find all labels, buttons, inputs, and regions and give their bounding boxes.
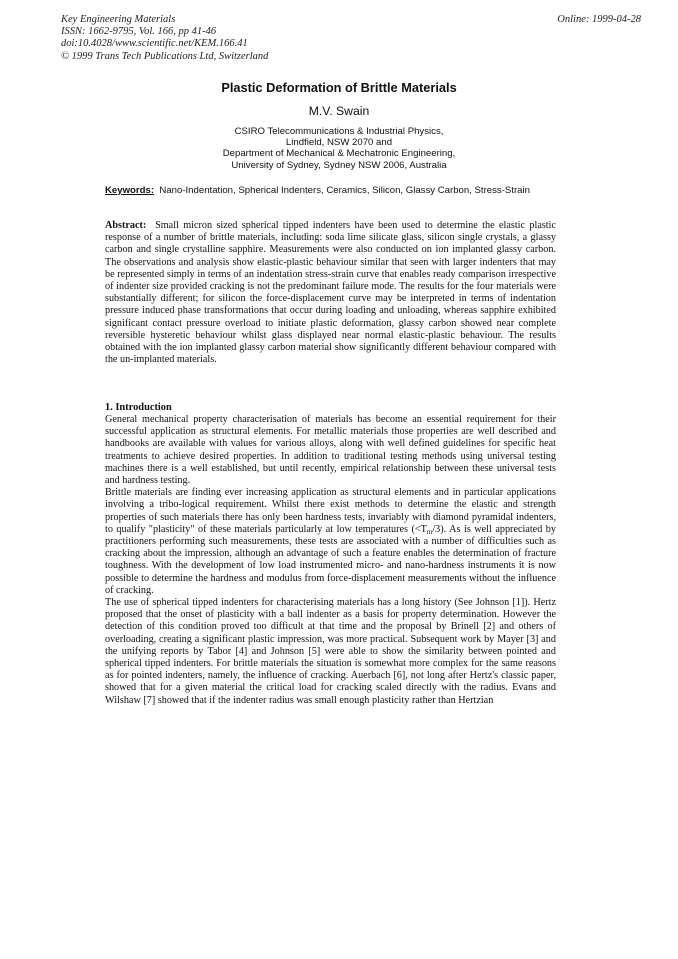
issn-line: ISSN: 1662-9795, Vol. 166, pp 41-46: [61, 26, 217, 38]
paper-title: Plastic Deformation of Brittle Materials: [221, 80, 457, 95]
section-heading-introduction: 1. Introduction: [105, 402, 172, 413]
affiliation-line: University of Sydney, Sydney NSW 2006, Australia: [231, 159, 447, 171]
abstract: [105, 220, 556, 366]
keywords-text: Nano-Indentation, Spherical Indenters, Ceramics, Silicon, Glassy Carbon, Stress-Strain: [159, 185, 530, 196]
affiliation: [0, 126, 678, 171]
keywords-label: Keywords:: [105, 185, 155, 196]
journal-name: Key Engineering Materials: [61, 14, 176, 25]
keywords: [105, 185, 555, 196]
online-date: Online: 1999-04-28: [557, 14, 641, 25]
introduction-body: [105, 414, 556, 707]
abstract-label: Abstract:: [105, 220, 147, 231]
copyright-line: © 1999 Trans Tech Publications Ltd, Switzerland: [61, 50, 269, 62]
paragraph: General mechanical property characterisation of materials has become an essential requirement for their successful application as structural elements. For metallic materials those properties are well described and handbooks are available with values for various alloys, along with well defined guidelines for specific heat treatments to achieve desired properties. In addition to traditional testing methods using universal testing machines there is a well established, but until recently, empirical relationship between these universal tests and hardness testing.: [105, 414, 556, 487]
affiliation-line: Lindfield, NSW 2070 and: [285, 137, 393, 149]
author-name: M.V. Swain: [308, 104, 370, 118]
journal-header: [61, 14, 268, 63]
abstract-text: Small micron sized spherical tipped indenters have been used to determine the elastic plastic response of a number of brittle materials, including: soda lime silicate glass, silicon single crystals, a glassy carbon and single crystalline sapphire. Measurements were also conducted on ion implanted glassy carbon. The observations and analysis show elastic-plastic behaviour similar that seen with larger indenters that may be represented simply in terms of an indentation stress-strain curve that enables ready comparison irrespective of indenter size provided cracking is not the predominant failure mode. The results for the four materials were substantially different; for silicon the force-displacement curve may be interpreted in terms of indentation pressure induced phase transformations that occur during loading and unloading, whereas sapphire exhibited significant contact pressure overload to initiate plastic deformation, glassy carbon showed near complete reversible hysteretic behaviour whilst glass displayed near normal elastic-plastic behaviour. The results obtained with the ion implanted glassy carbon material show significantly different behaviour compared with the un-implanted materials.: [105, 220, 556, 366]
paragraph: The use of spherical tipped indenters for characterising materials has a long history (See Johnson [1]). Hertz proposed that the onset of plasticity with a ball indenter as a basis for property determination. However the detection of this condition proved too difficult at that time and the proposal by Brinell [2] and others of overloading, creating a significant plastic impression, was more practical. Subsequent work by Mayer [3] and the unifying reports by Tabor [4] and Johnson [5] were able to show the similarity between pointed and spherical tipped indenters. For brittle materials the situation is somewhat more complex for the same reasons as for pointed indenters, namely, the influence of cracking. Auerbach [6], not long after Hertz's classic paper, showed that for a given material the critical load for cracking scaled directly with the radius. Evans and Wilshaw [7] showed that if the indenter radius was small enough plasticity rather than Hertzian: [105, 597, 556, 706]
doi-link[interactable]: doi:10.4028/www.scientific.net/KEM.166.41: [61, 38, 248, 50]
affiliation-line: CSIRO Telecommunications & Industrial Physics,: [234, 126, 444, 137]
affiliation-line: Department of Mechanical & Mechatronic Engineering,: [222, 148, 456, 160]
paragraph: Brittle materials are finding ever increasing application as structural elements and in particular applications involving a tribo-logical requirement. Whilst there exist methods to determine the elastic and strength properties of such materials there has only been hardness tests, invariably with diamond pyramidal indenters, to qualify "plasticity" of these materials particularly at low temperatures $(<T_m/3)$. As is well appreciated by practitioners performing such measurements, these tests are associated with a number of difficulties such as cracking about the impression, although an advantage of such a feature enables the determination of fracture toughness. With the development of low load instrumented micro- and nano-hardness instruments it is now possible to determine the hardness and modulus from force-displacement measurements without the influence of cracking.: [105, 487, 556, 596]
